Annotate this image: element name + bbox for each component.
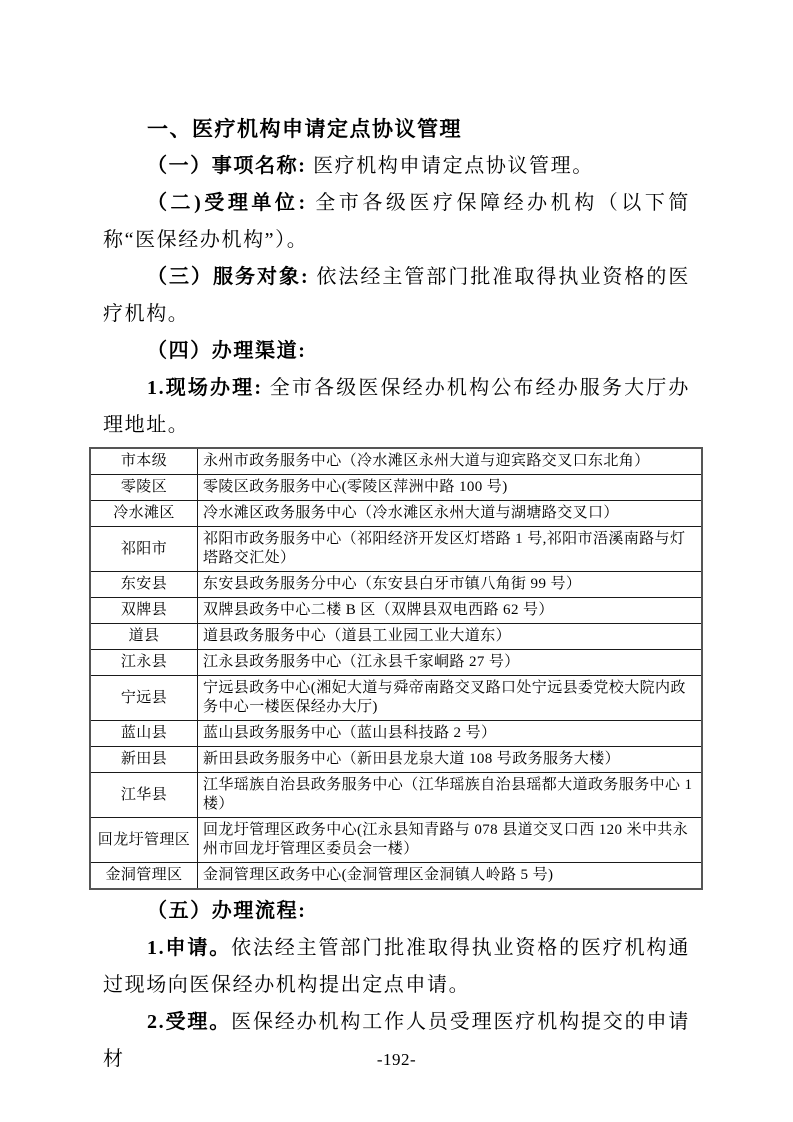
paragraph-process-heading: [103, 893, 690, 930]
item-name-text: 医疗机构申请定点协议管理。: [313, 155, 594, 177]
paragraph-channels-heading: [103, 333, 690, 370]
address-cell: 东安县政务服务分中心（东安县白牙市镇八角街 99 号）: [198, 572, 703, 598]
paragraph-apply: [103, 930, 690, 1004]
table-row: [90, 818, 702, 863]
table-row: [90, 721, 702, 747]
region-cell: 回龙圩管理区: [90, 818, 198, 863]
paragraph-onsite: [103, 370, 690, 444]
onsite-label: 1.现场办理:: [147, 377, 270, 399]
service-centers-table: [89, 447, 703, 890]
address-cell: 冷水滩区政务服务中心（冷水滩区永州大道与湖塘路交叉口）: [198, 501, 703, 527]
paragraph-item-name: [103, 148, 690, 185]
address-cell: 永州市政务服务中心（冷水滩区永州大道与迎宾路交叉口东北角）: [198, 448, 703, 475]
region-cell: 零陵区: [90, 475, 198, 501]
address-cell: 江华瑶族自治县政务服务中心（江华瑶族自治县瑶都大道政务服务中心 1 楼）: [198, 773, 703, 818]
table-row: [90, 676, 702, 721]
apply-text: 依法经主管部门批准取得执业资格的医疗机构通过现场向医保经办机构提出定点申请。: [103, 937, 691, 996]
table-row: [90, 527, 702, 572]
region-cell: 道县: [90, 624, 198, 650]
section-heading: 一、医疗机构申请定点协议管理: [147, 118, 462, 141]
region-cell: 江华县: [90, 773, 198, 818]
accepting-unit-label: （二)受理单位:: [147, 192, 316, 214]
table-row: [90, 863, 702, 890]
address-cell: 江永县政务服务中心（江永县千家峒路 27 号）: [198, 650, 703, 676]
address-cell: 双牌县政务中心二楼 B 区（双牌县双电西路 62 号）: [198, 598, 703, 624]
table-row: [90, 448, 702, 475]
accept-label: 2.受理。: [147, 1011, 232, 1033]
process-heading-label: （五）办理流程:: [147, 900, 307, 922]
region-cell: 东安县: [90, 572, 198, 598]
address-cell: 宁远县政务中心(湘妃大道与舜帝南路交叉路口处宁远县委党校大院内政务中心一楼医保经办大厅): [198, 676, 703, 721]
item-name-label: （一）事项名称:: [147, 155, 314, 177]
service-target-text: 依法经主管部门批准取得执业资格的医疗机构。: [103, 266, 691, 325]
table-row: [90, 598, 702, 624]
address-cell: 新田县政务服务中心（新田县龙泉大道 108 号政务服务大楼）: [198, 747, 703, 773]
channels-heading-label: （四）办理渠道:: [147, 340, 307, 362]
address-cell: 祁阳市政务服务中心（祁阳经济开发区灯塔路 1 号,祁阳市浯溪南路与灯塔路交汇处）: [198, 527, 703, 572]
table-row: [90, 773, 702, 818]
paragraph-service-target: [103, 259, 690, 333]
page-number: -192-: [376, 1050, 417, 1069]
address-cell: 回龙圩管理区政务中心(江永县知青路与 078 县道交叉口西 120 米中共永州市回龙圩管理区委员会一楼）: [198, 818, 703, 863]
region-cell: 双牌县: [90, 598, 198, 624]
apply-label: 1.申请。: [147, 937, 232, 959]
region-cell: 蓝山县: [90, 721, 198, 747]
address-cell: 蓝山县政务服务中心（蓝山县科技路 2 号）: [198, 721, 703, 747]
document-content: [97, 111, 693, 1078]
region-cell: 祁阳市: [90, 527, 198, 572]
table-row: [90, 624, 702, 650]
table-row: [90, 650, 702, 676]
service-centers-table-body: [90, 448, 702, 889]
region-cell: 宁远县: [90, 676, 198, 721]
region-cell: 新田县: [90, 747, 198, 773]
table-row: [90, 747, 702, 773]
address-cell: 道县政务服务中心（道县工业园工业大道东）: [198, 624, 703, 650]
region-cell: 冷水滩区: [90, 501, 198, 527]
onsite-text: 全市各级医保经办机构公布经办服务大厅办理地址。: [103, 377, 690, 436]
region-cell: 市本级: [90, 448, 198, 475]
accept-text: 医保经办机构工作人员受理医疗机构提交的申请材: [103, 1011, 691, 1070]
table-row: [90, 572, 702, 598]
table-row: [90, 501, 702, 527]
paragraph-accepting-unit: [103, 185, 690, 259]
address-cell: 金洞管理区政务中心(金洞管理区金洞镇人岭路 5 号): [198, 863, 703, 890]
region-cell: 金洞管理区: [90, 863, 198, 890]
address-cell: 零陵区政务服务中心(零陵区萍洲中路 100 号): [198, 475, 703, 501]
table-row: [90, 475, 702, 501]
accepting-unit-text: 全市各级医疗保障经办机构（以下简称“医保经办机构”）。: [103, 192, 690, 251]
region-cell: 江永县: [90, 650, 198, 676]
service-target-label: （三）服务对象:: [147, 266, 317, 288]
